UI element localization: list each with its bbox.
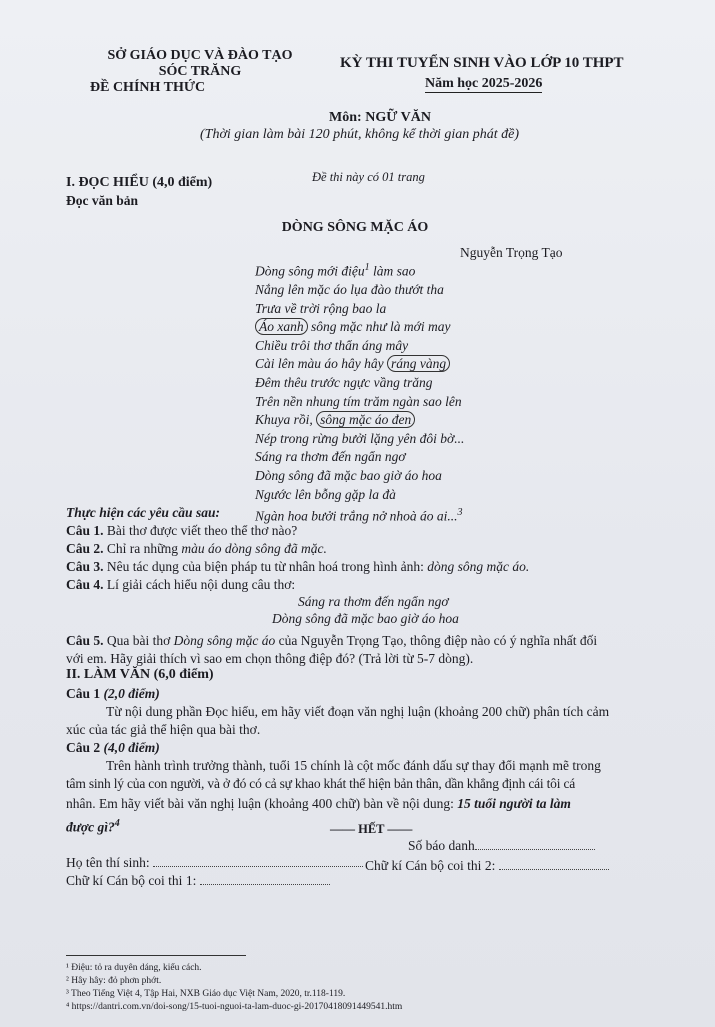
essay-2-topic-end: được gì?$^4$ <box>66 818 120 835</box>
exam-title: KỲ THI TUYỂN SINH VÀO LỚP 10 THPT <box>340 55 624 71</box>
essay-2-prompt-cont: nhân. Em hãy viết bài văn nghị luận (khoảng 400 chữ) bàn về nội dung: 15 tuổi người ta làm <box>66 796 571 811</box>
invigilator-2-signature: Chữ kí Cán bộ coi thi 2: <box>365 858 609 874</box>
footnote: ³ Theo Tiếng Việt 4, Tập Hai, NXB Giáo dục Việt Nam, 2020, tr.118-119. <box>66 989 346 999</box>
footnote: ¹ Điệu: tỏ ra duyên dáng, kiểu cách. <box>66 963 202 973</box>
poem-line: Chiều trôi thơ thẩn áng mây <box>255 337 409 353</box>
questions-intro: Thực hiện các yêu cầu sau: <box>66 505 220 520</box>
circled-phrase: ráng vàng <box>387 355 450 372</box>
question-4-quote: Dòng sông đã mặc bao giờ áo hoa <box>272 611 459 626</box>
circled-phrase: Áo xanh <box>255 318 308 335</box>
page-count-note: Đề thi này có 01 trang <box>312 170 425 184</box>
poem-line: Nép trong rừng bưởi lặng yên đôi bờ... <box>255 430 465 446</box>
essay-1-prompt-cont: xúc của tác giả thể hiện qua bài thơ. <box>66 722 261 737</box>
question-5-cont: với em. Hãy giải thích vì sao em chọn thông điệp đó? (Trả lời từ 5-7 dòng). <box>66 651 474 666</box>
poem-line: Trên nền nhung tím trăm ngàn sao lên <box>255 393 462 409</box>
poem-line: Áo xanh sông mặc như là mới may <box>255 318 464 337</box>
time-note: (Thời gian làm bài 120 phút, không kể thời gian phát đề) <box>200 127 520 142</box>
essay-1-heading: Câu 1 (2,0 điểm) <box>66 686 160 701</box>
candidate-number-field: Số báo danh <box>408 838 595 854</box>
province-name: SÓC TRĂNG <box>158 64 242 79</box>
footnote: ² Hây hây: đỏ phơn phớt. <box>66 976 162 986</box>
section1-title: I. ĐỌC HIỂU (4,0 điểm) <box>66 175 213 190</box>
section2-title: II. LÀM VĂN (6,0 điểm) <box>66 667 214 682</box>
poem-title: DÒNG SÔNG MẶC ÁO <box>281 220 429 235</box>
end-mark: —— HẾT —— <box>330 822 413 836</box>
department-name: SỞ GIÁO DỤC VÀ ĐÀO TẠO <box>107 48 293 63</box>
essay-2-prompt-cont: tâm sinh lý của con người, và ở đó có cả sự khao khát thể hiện bản thân, dần khẳng định cái tôi cá <box>66 776 576 791</box>
poem-line: Khuya rồi, sông mặc áo đen <box>255 411 464 430</box>
question-2: Câu 2. Chỉ ra những màu áo dòng sông đã mặc. <box>66 541 327 556</box>
poem-line: Sáng ra thơm đến ngẩn ngơ <box>255 449 406 465</box>
subject-title: Môn: NGỮ VĂN <box>329 110 431 125</box>
circled-phrase: sông mặc áo đen <box>316 411 415 428</box>
poem-line: Dòng sông đã mặc bao giờ áo hoa <box>255 468 442 484</box>
candidate-name-field: Họ tên thí sinh: <box>66 855 363 871</box>
essay-2-heading: Câu 2 (4,0 điểm) <box>66 740 160 755</box>
footnote-divider <box>66 955 246 956</box>
department-block <box>60 48 340 96</box>
question-4-quote: Sáng ra thơm đến ngẩn ngơ <box>298 594 449 609</box>
poem-line: Ngàn hoa bưởi trắng nở nhoà áo ai...$^3$ <box>255 507 463 524</box>
poem-body <box>255 259 464 526</box>
essay-2-prompt: Trên hành trình trưởng thành, tuổi 15 chính là cột mốc đánh dấu sự thay đổi mạnh mẽ trong <box>106 758 601 773</box>
poem-line: Đêm thêu trước ngực vầng trăng <box>255 375 433 391</box>
footnote: ⁴ https://dantri.com.vn/doi-song/15-tuoi-nguoi-ta-lam-duoc-gi-20170418091449541.htm <box>66 1002 403 1012</box>
question-1: Câu 1. Bài thơ được viết theo thể thơ nào? <box>66 523 298 538</box>
school-year: Năm học 2025-2026 <box>425 76 543 91</box>
question-5: Câu 5. Qua bài thơ Dòng sông mặc áo của Nguyễn Trọng Tạo, thông điệp nào có ý nghĩa nhất đối <box>66 633 598 648</box>
official-label: ĐỀ CHÍNH THỨC <box>90 80 206 95</box>
section1-subtitle: Đọc văn bản <box>66 193 139 208</box>
invigilator-1-signature: Chữ kí Cán bộ coi thi 1: <box>66 873 330 889</box>
poem-line: Ngước lên bỗng gặp la đà <box>255 486 396 502</box>
poem-line: Trưa về trời rộng bao la <box>255 300 387 316</box>
poem-author: Nguyễn Trọng Tạo <box>460 245 563 260</box>
poem-line: Nắng lên mặc áo lụa đào thướt tha <box>255 282 444 298</box>
question-3: Câu 3. Nêu tác dụng của biện pháp tu từ nhân hoá trong hình ảnh: dòng sông mặc áo. <box>66 559 530 574</box>
poem-line: Cài lên màu áo hây hây ráng vàng <box>255 355 464 374</box>
question-4: Câu 4. Lí giải cách hiểu nội dung câu thơ: <box>66 577 296 592</box>
poem-line: Dòng sông mới điệu$^1$ làm sao <box>255 262 416 279</box>
essay-1-prompt: Từ nội dung phần Đọc hiểu, em hãy viết đoạn văn nghị luận (khoảng 200 chữ) phân tích cảm <box>106 704 610 719</box>
